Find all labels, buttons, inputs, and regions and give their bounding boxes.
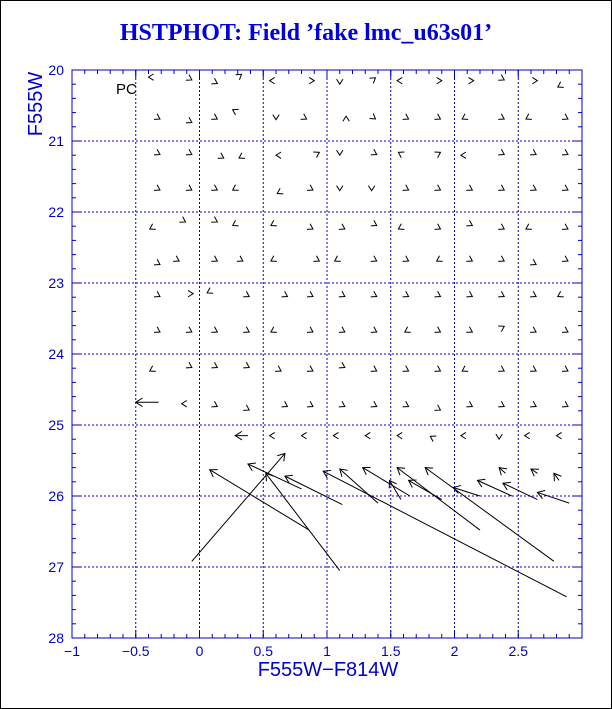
vector-arrowhead bbox=[271, 256, 277, 262]
vector-arrowhead bbox=[281, 291, 287, 297]
vector-arrowhead bbox=[339, 291, 345, 297]
x-axis-label: F555W−F814W bbox=[257, 659, 399, 681]
vector-line bbox=[409, 480, 442, 499]
vector-arrowhead bbox=[211, 114, 217, 120]
x-tick-label: 2 bbox=[450, 643, 459, 659]
vector-arrowhead bbox=[368, 186, 374, 191]
vector-arrowhead bbox=[532, 77, 537, 83]
vector-line bbox=[285, 476, 342, 504]
vector-arrowhead bbox=[173, 256, 179, 262]
vector-arrowhead bbox=[243, 362, 249, 368]
vector-arrowhead bbox=[186, 117, 192, 123]
vector-arrowhead bbox=[211, 185, 217, 191]
vector-arrowhead bbox=[243, 405, 249, 411]
vector-arrowhead bbox=[462, 366, 468, 372]
vector-arrowhead bbox=[365, 432, 370, 438]
vector-arrowhead bbox=[403, 401, 409, 407]
vector-arrowhead bbox=[498, 366, 504, 372]
vector-arrowhead bbox=[339, 362, 345, 368]
vector-arrowhead bbox=[233, 220, 239, 226]
vector-arrowhead bbox=[337, 79, 343, 84]
vector-line bbox=[266, 473, 340, 570]
vector-arrowhead bbox=[343, 116, 349, 121]
vector-arrowhead bbox=[398, 152, 404, 158]
x-tick-label: −1 bbox=[64, 643, 80, 659]
vector-arrowhead bbox=[186, 75, 192, 81]
vector-arrowhead bbox=[307, 224, 313, 230]
panel-label: PC bbox=[116, 81, 137, 98]
vector-arrowhead bbox=[466, 220, 472, 226]
vector-arrowhead bbox=[526, 224, 532, 230]
vector-arrowhead bbox=[498, 185, 504, 191]
vector-arrowhead bbox=[309, 77, 314, 83]
vector-line bbox=[210, 470, 309, 530]
vector-arrowhead bbox=[307, 291, 313, 297]
vector-arrowhead bbox=[558, 291, 564, 297]
vector-arrowhead bbox=[403, 114, 409, 120]
y-tick-label: 25 bbox=[48, 417, 64, 433]
vector-arrowhead bbox=[434, 152, 440, 158]
vector-arrowhead bbox=[339, 327, 345, 333]
vector-arrowhead bbox=[369, 78, 375, 84]
vector-arrowhead bbox=[498, 114, 504, 120]
vector-arrowhead bbox=[218, 153, 224, 159]
vector-arrowhead bbox=[313, 256, 319, 262]
vector-arrowhead bbox=[149, 74, 154, 80]
vector-arrowhead bbox=[150, 224, 156, 230]
vector-arrowhead bbox=[371, 366, 377, 372]
y-axis-label: F555W bbox=[25, 71, 47, 137]
vector-arrowhead bbox=[437, 77, 442, 83]
vector-arrowhead bbox=[530, 149, 536, 155]
y-tick-label: 24 bbox=[48, 346, 64, 362]
vector-arrowhead bbox=[371, 327, 377, 333]
vector-arrowhead bbox=[233, 109, 239, 115]
vector-arrowhead bbox=[562, 149, 568, 155]
y-tick-label: 22 bbox=[48, 204, 64, 220]
vector-arrowhead bbox=[466, 185, 472, 191]
vector-arrowhead bbox=[273, 115, 279, 120]
vector-line bbox=[340, 469, 378, 503]
vector-arrowhead bbox=[188, 290, 193, 296]
chart-title: HSTPHOT: Field ’fake lmc_u63s01’ bbox=[119, 20, 493, 46]
vector-line bbox=[503, 483, 537, 499]
vector-arrowhead bbox=[526, 114, 532, 120]
vector-arrowhead bbox=[530, 185, 536, 191]
vector-arrowhead bbox=[562, 256, 568, 262]
vector-arrowhead bbox=[302, 432, 307, 438]
vector-arrowhead bbox=[237, 256, 243, 262]
vector-arrowhead bbox=[335, 256, 341, 262]
y-tick-label: 28 bbox=[48, 630, 64, 646]
vector-arrowhead bbox=[150, 366, 156, 372]
vector-arrowhead bbox=[270, 432, 275, 438]
y-tick-label: 26 bbox=[48, 488, 64, 504]
vector-arrowhead bbox=[207, 288, 213, 294]
vector-arrowhead bbox=[371, 149, 377, 155]
vector-arrowhead bbox=[243, 327, 249, 333]
y-tick-label: 27 bbox=[48, 559, 64, 575]
vector-arrowhead bbox=[281, 401, 287, 407]
vector-arrowhead bbox=[301, 114, 307, 120]
vector-arrowhead bbox=[154, 327, 160, 333]
vector-arrowhead bbox=[434, 185, 440, 191]
vector-arrowhead bbox=[270, 77, 275, 83]
vector-arrowhead bbox=[498, 256, 504, 262]
vector-arrowhead bbox=[530, 327, 536, 333]
vector-arrowhead bbox=[437, 256, 443, 262]
vector-arrowhead bbox=[462, 114, 468, 120]
vector-arrowhead bbox=[434, 366, 440, 372]
x-tick-label: 1 bbox=[323, 643, 331, 659]
vector-arrowhead bbox=[562, 401, 568, 407]
vector-line bbox=[425, 468, 554, 562]
vector-arrowhead bbox=[530, 366, 536, 372]
vector-arrowhead bbox=[154, 149, 160, 155]
x-tick-label: 0 bbox=[195, 643, 204, 659]
vector-arrowhead bbox=[498, 75, 504, 81]
vector-arrowhead bbox=[276, 152, 281, 158]
vector-line bbox=[323, 471, 567, 597]
vector-arrowhead bbox=[403, 366, 409, 372]
vector-arrowhead bbox=[498, 291, 504, 297]
x-tick-label: 2.5 bbox=[508, 643, 528, 659]
vector-arrowhead bbox=[307, 327, 313, 333]
vector-arrowhead bbox=[530, 401, 536, 407]
vector-arrowhead bbox=[186, 185, 192, 191]
vector-arrowhead bbox=[530, 291, 536, 297]
vector-arrowhead bbox=[434, 291, 440, 297]
x-tick-label: 1.5 bbox=[381, 643, 401, 659]
vector-arrowhead bbox=[154, 114, 160, 120]
vector-arrowhead bbox=[498, 401, 504, 407]
vector-arrowhead bbox=[154, 259, 160, 265]
vector-arrowhead bbox=[179, 217, 185, 223]
vector-arrowhead bbox=[397, 432, 402, 438]
vector-arrowhead bbox=[498, 224, 504, 230]
vector-arrowhead bbox=[558, 82, 564, 88]
vector-arrowhead bbox=[211, 78, 217, 84]
vector-arrowhead bbox=[530, 259, 536, 265]
vector-arrowhead bbox=[154, 291, 160, 297]
vector-arrowhead bbox=[186, 362, 192, 368]
vector-arrowhead bbox=[333, 432, 338, 438]
vector-arrowhead bbox=[434, 327, 440, 333]
vector-arrowhead bbox=[339, 401, 345, 407]
vector-arrowhead bbox=[277, 188, 283, 194]
vector-arrowhead bbox=[562, 224, 568, 230]
x-tick-label: 0.5 bbox=[253, 643, 273, 659]
vector-arrowhead bbox=[369, 113, 375, 119]
vector-arrowhead bbox=[434, 114, 440, 120]
vector-arrowhead bbox=[337, 186, 343, 191]
vector-arrowhead bbox=[211, 327, 217, 333]
vector-arrowhead bbox=[211, 256, 217, 262]
vector-arrowhead bbox=[498, 149, 504, 155]
vector-arrowhead bbox=[562, 366, 568, 372]
vector-arrowhead bbox=[466, 291, 472, 297]
vector-arrowhead bbox=[275, 366, 281, 372]
vector-arrowhead bbox=[154, 185, 160, 191]
vector-arrowhead bbox=[398, 224, 404, 230]
vector-arrowhead bbox=[236, 74, 242, 80]
vector-arrowhead bbox=[243, 291, 249, 297]
vector-arrowhead bbox=[371, 256, 377, 262]
vector-arrowhead bbox=[211, 401, 217, 407]
vector-arrowhead bbox=[403, 256, 409, 262]
vector-arrowhead bbox=[562, 185, 568, 191]
vector-arrowhead bbox=[186, 149, 192, 155]
vector-arrowhead bbox=[498, 326, 504, 332]
vector-arrowhead bbox=[405, 327, 411, 333]
vector-arrowhead bbox=[557, 432, 562, 438]
vector-arrowhead bbox=[397, 77, 402, 83]
vector-arrowhead bbox=[307, 401, 313, 407]
x-tick-label: −0.5 bbox=[121, 643, 150, 659]
vector-arrowhead bbox=[371, 220, 377, 226]
y-tick-label: 21 bbox=[48, 133, 64, 149]
vector-arrowhead bbox=[469, 77, 474, 83]
vector-arrowhead bbox=[186, 327, 192, 333]
vector-arrowhead bbox=[271, 220, 277, 226]
vector-arrowhead bbox=[430, 436, 436, 442]
vector-arrowhead bbox=[403, 185, 409, 191]
vector-arrowhead bbox=[403, 291, 409, 297]
vector-arrowhead bbox=[562, 114, 568, 120]
vector-arrowhead bbox=[466, 256, 472, 262]
vector-arrowhead bbox=[461, 432, 466, 438]
vector-arrowhead bbox=[371, 401, 377, 407]
vector-arrowhead bbox=[466, 327, 472, 333]
vector-arrowhead bbox=[339, 224, 345, 230]
vector-arrowhead bbox=[182, 400, 187, 406]
vector-arrowhead bbox=[313, 152, 319, 158]
vector-arrowhead bbox=[434, 405, 440, 411]
vector-arrowhead bbox=[233, 185, 239, 191]
vector-arrowhead bbox=[271, 327, 277, 333]
vector-arrowhead bbox=[434, 224, 440, 230]
vector-arrowhead bbox=[496, 434, 502, 439]
y-tick-label: 20 bbox=[48, 62, 64, 78]
vector-arrowhead bbox=[211, 217, 217, 223]
vector-arrowhead bbox=[337, 150, 343, 155]
vector-arrowhead bbox=[307, 185, 313, 191]
vector-arrowhead bbox=[525, 432, 530, 438]
vector-arrowhead bbox=[307, 366, 313, 372]
vector-arrowhead bbox=[239, 153, 245, 159]
vector-arrowhead bbox=[211, 362, 217, 368]
vector-arrowhead bbox=[466, 401, 472, 407]
vector-arrowhead bbox=[461, 152, 466, 158]
y-tick-label: 23 bbox=[48, 275, 64, 291]
vector-arrowhead bbox=[562, 327, 568, 333]
vector-arrowhead bbox=[371, 291, 377, 297]
